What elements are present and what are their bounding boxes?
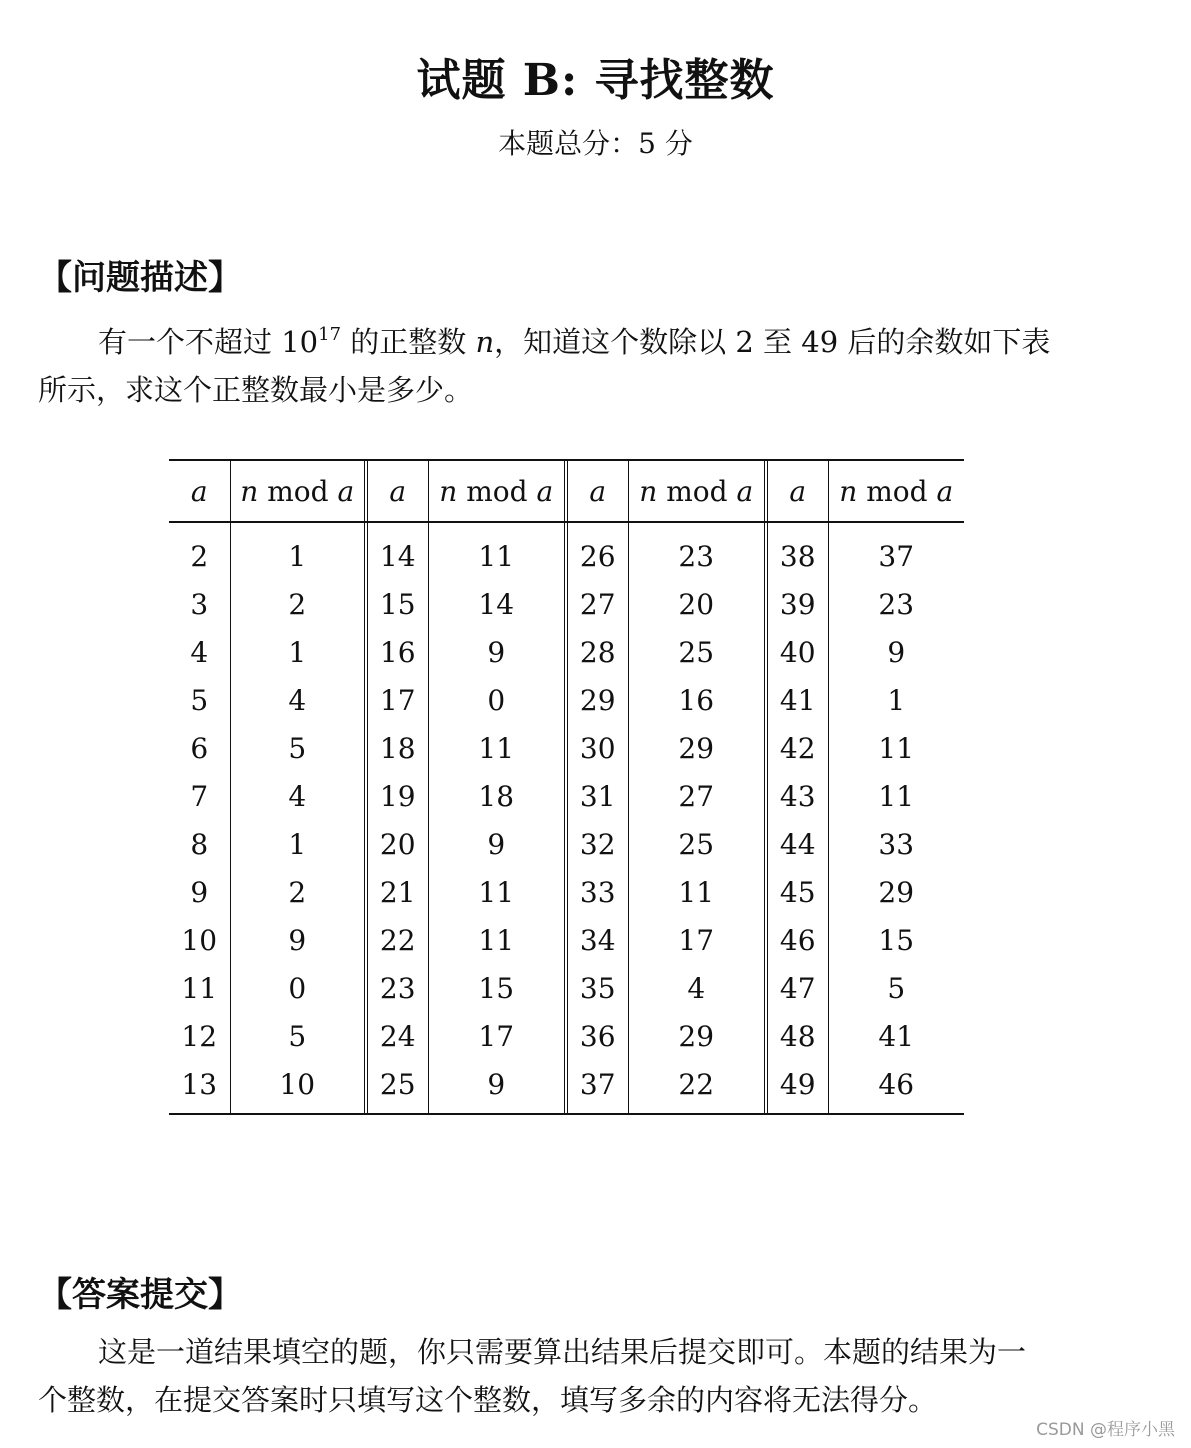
divisor-cell: 12 <box>169 1013 230 1061</box>
divisor-cell: 7 <box>169 773 230 821</box>
divisor-cell: 48 <box>766 1013 828 1061</box>
remainder-cell: 23 <box>878 588 915 621</box>
remainder-cell: 2 <box>230 869 366 917</box>
col-header-a: a <box>566 461 628 521</box>
table-row <box>169 629 964 677</box>
divisor-cell: 29 <box>566 677 628 725</box>
col-header-n-mod-a <box>828 461 964 521</box>
bottom-rule <box>169 1113 964 1115</box>
table-row <box>169 821 964 869</box>
problem-text: 的正整数 <box>341 325 476 359</box>
col-header-a: a <box>169 461 230 521</box>
header-mod: mod <box>857 474 937 508</box>
remainder-cell: 5 <box>887 972 906 1005</box>
divisor-cell: 6 <box>169 725 230 773</box>
remainder-cell: 20 <box>628 581 766 629</box>
divisor-cell: 49 <box>766 1061 828 1113</box>
divisor-cell: 8 <box>169 821 230 869</box>
remainder-cell: 25 <box>628 821 766 869</box>
table-row <box>169 1061 964 1113</box>
divisor-cell: 31 <box>566 773 628 821</box>
remainder-cell: 29 <box>878 876 915 909</box>
problem-line-1 <box>38 311 1098 366</box>
remainder-cell: 9 <box>428 1061 566 1113</box>
page-title: 试题 B: 寻找整数 <box>416 55 775 106</box>
divisor-cell: 17 <box>366 677 428 725</box>
table-row <box>169 773 964 821</box>
submission-heading: 【答案提交】 <box>38 1275 242 1315</box>
remainder-cell: 33 <box>878 828 915 861</box>
col-header-a: a <box>366 461 428 521</box>
remainder-cell: 4 <box>230 773 366 821</box>
divisor-cell: 46 <box>766 917 828 965</box>
remainder-cell: 2 <box>230 581 366 629</box>
variable-n: n <box>475 325 495 359</box>
submission-line-1: 这是一道结果填空的题，你只需要算出结果后提交即可。本题的结果为一 <box>98 1335 1027 1369</box>
remainder-cell: 5 <box>230 1013 366 1061</box>
col-header-a: a <box>766 461 828 521</box>
divisor-cell: 45 <box>766 869 828 917</box>
remainder-cell: 37 <box>878 540 915 573</box>
remainder-cell: 41 <box>878 1020 915 1053</box>
remainder-cell: 4 <box>230 677 366 725</box>
table-row <box>169 581 964 629</box>
divisor-cell: 35 <box>566 965 628 1013</box>
divisor-cell: 40 <box>766 629 828 677</box>
divisor-cell: 10 <box>169 917 230 965</box>
remainder-cell: 22 <box>628 1061 766 1113</box>
header-var-n: n <box>439 474 458 508</box>
submission-line-2: 个整数，在提交答案时只填写这个整数，填写多余的内容将无法得分。 <box>38 1383 938 1417</box>
remainder-cell: 11 <box>428 725 566 773</box>
header-var-a: a <box>337 474 355 508</box>
divisor-cell: 37 <box>566 1061 628 1113</box>
table-row <box>169 725 964 773</box>
col-header-n-mod-a <box>230 461 366 521</box>
table-row <box>169 869 964 917</box>
remainder-table <box>169 459 964 1115</box>
remainder-cell: 1 <box>230 523 366 581</box>
divisor-cell: 11 <box>169 965 230 1013</box>
divisor-cell: 5 <box>169 677 230 725</box>
divisor-cell: 30 <box>566 725 628 773</box>
remainder-cell: 29 <box>628 725 766 773</box>
exponent: 17 <box>318 324 342 345</box>
remainder-cell: 1 <box>230 629 366 677</box>
table-row <box>169 1013 964 1061</box>
problem-line-2: 所示，求这个正整数最小是多少。 <box>38 373 474 407</box>
header-var-n: n <box>240 474 259 508</box>
divisor-cell: 9 <box>169 869 230 917</box>
divisor-cell: 44 <box>766 821 828 869</box>
score-line: 本题总分：5 分 <box>498 127 693 160</box>
remainder-cell: 27 <box>628 773 766 821</box>
remainder-cell: 25 <box>628 629 766 677</box>
remainder-cell: 11 <box>428 869 566 917</box>
submission-instructions <box>38 1328 1098 1424</box>
header-var-n: n <box>639 474 658 508</box>
divisor-cell: 28 <box>566 629 628 677</box>
divisor-cell: 47 <box>766 965 828 1013</box>
header-var-a: a <box>736 474 754 508</box>
remainder-cell: 11 <box>428 917 566 965</box>
divisor-cell: 3 <box>169 581 230 629</box>
remainder-cell: 11 <box>428 523 566 581</box>
remainder-cell: 11 <box>878 780 915 813</box>
divisor-cell: 26 <box>566 523 628 581</box>
remainder-cell: 15 <box>878 924 915 957</box>
remainder-cell: 10 <box>230 1061 366 1113</box>
divisor-cell: 27 <box>566 581 628 629</box>
divisor-cell: 42 <box>766 725 828 773</box>
remainder-cell: 9 <box>887 636 906 669</box>
divisor-cell: 41 <box>766 677 828 725</box>
divisor-cell: 4 <box>169 629 230 677</box>
divisor-cell: 38 <box>766 523 828 581</box>
divisor-cell: 14 <box>366 523 428 581</box>
remainder-cell: 11 <box>878 732 915 765</box>
divisor-cell: 22 <box>366 917 428 965</box>
divisor-cell: 25 <box>366 1061 428 1113</box>
divisor-cell: 18 <box>366 725 428 773</box>
remainder-cell: 29 <box>628 1013 766 1061</box>
remainder-cell: 14 <box>428 581 566 629</box>
divisor-cell: 32 <box>566 821 628 869</box>
table-row <box>169 523 964 581</box>
remainder-cell: 9 <box>428 821 566 869</box>
remainder-cell: 23 <box>628 523 766 581</box>
problem-text: ，知道这个数除以 2 至 49 后的余数如下表 <box>494 325 1051 359</box>
divisor-cell: 21 <box>366 869 428 917</box>
problem-heading: 【问题描述】 <box>38 258 242 298</box>
header-mod: mod <box>457 474 537 508</box>
divisor-cell: 23 <box>366 965 428 1013</box>
remainder-cell: 1 <box>887 684 906 717</box>
divisor-cell: 36 <box>566 1013 628 1061</box>
remainder-cell: 18 <box>428 773 566 821</box>
remainder-cell: 0 <box>428 677 566 725</box>
divisor-cell: 20 <box>366 821 428 869</box>
remainder-cell: 16 <box>628 677 766 725</box>
divisor-cell: 2 <box>169 523 230 581</box>
divisor-cell: 16 <box>366 629 428 677</box>
remainder-cell: 9 <box>428 629 566 677</box>
watermark: CSDN @程序小黑 <box>1036 1420 1175 1440</box>
remainder-cell: 17 <box>628 917 766 965</box>
table-row <box>169 917 964 965</box>
header-var-n: n <box>839 474 858 508</box>
col-header-n-mod-a <box>628 461 766 521</box>
divisor-cell: 15 <box>366 581 428 629</box>
header-var-a: a <box>936 474 954 508</box>
remainder-cell: 11 <box>628 869 766 917</box>
table-row <box>169 965 964 1013</box>
divisor-cell: 19 <box>366 773 428 821</box>
header-mod: mod <box>657 474 737 508</box>
remainder-cell: 15 <box>428 965 566 1013</box>
remainder-cell: 46 <box>878 1068 915 1101</box>
col-header-n-mod-a <box>428 461 566 521</box>
divisor-cell: 24 <box>366 1013 428 1061</box>
problem-description <box>38 311 1098 414</box>
divisor-cell: 43 <box>766 773 828 821</box>
remainder-cell: 9 <box>230 917 366 965</box>
divisor-cell: 34 <box>566 917 628 965</box>
divisor-cell: 39 <box>766 581 828 629</box>
divisor-cell: 33 <box>566 869 628 917</box>
remainder-cell: 4 <box>628 965 766 1013</box>
remainder-cell: 0 <box>230 965 366 1013</box>
remainder-cell: 1 <box>230 821 366 869</box>
remainder-cell: 5 <box>230 725 366 773</box>
problem-text: 有一个不超过 10 <box>98 325 319 359</box>
header-var-a: a <box>536 474 554 508</box>
header-mod: mod <box>258 474 338 508</box>
remainder-cell: 17 <box>428 1013 566 1061</box>
table-row <box>169 677 964 725</box>
divisor-cell: 13 <box>169 1061 230 1113</box>
table-header-row <box>169 461 964 521</box>
